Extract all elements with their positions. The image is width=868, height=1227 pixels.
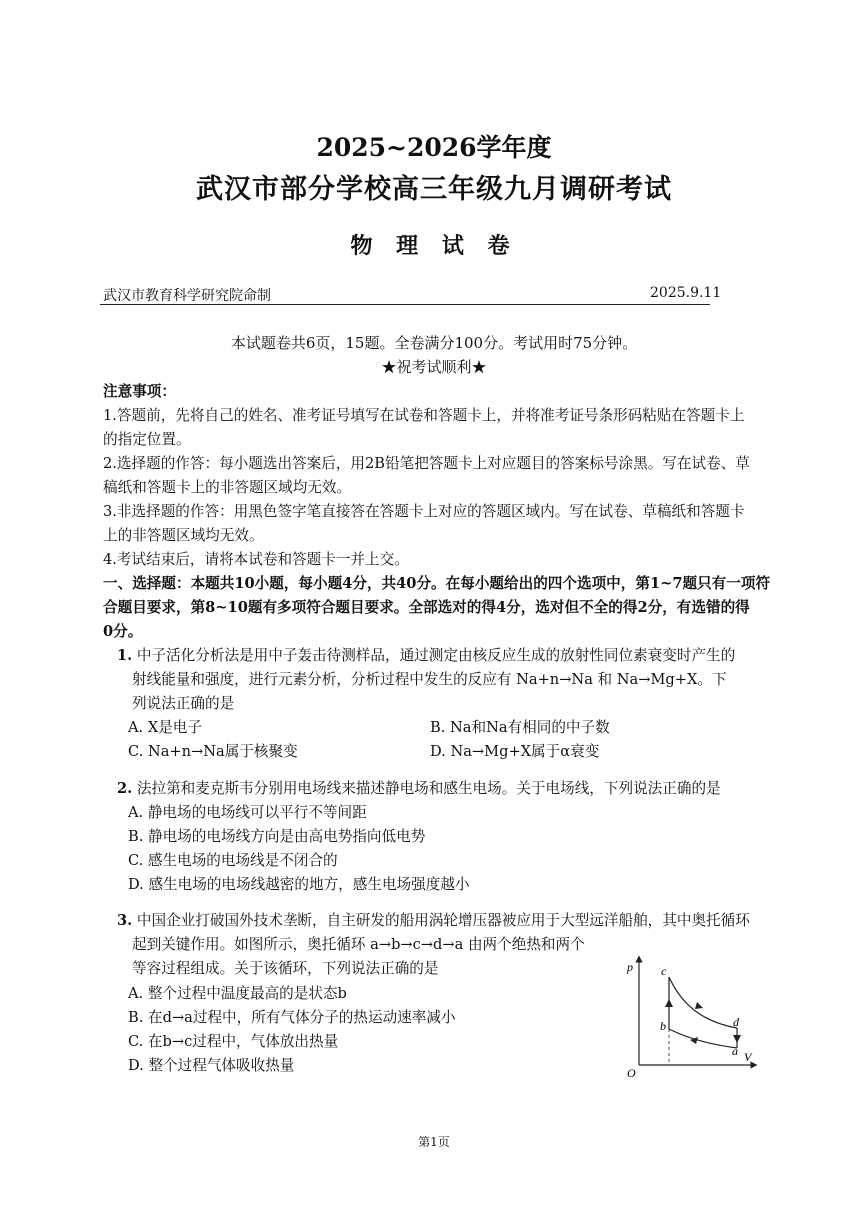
question-3-stem-line-2: 起到关键作用。如图所示，奥托循环 a→b→c→d→a 由两个绝热和两个 — [132, 936, 585, 953]
question-1-option-c: C. Na+n→Na属于核聚变 — [128, 743, 298, 760]
reaction-1: Na+n→Na — [516, 671, 593, 688]
exam-year: 2025~2026学年度 — [316, 133, 552, 162]
arrow-d-to-a — [733, 1035, 741, 1043]
question-1-number: 1. — [117, 647, 133, 664]
question-1-stem-line-1: 1. 中子活化分析法是用中子轰击待测样品，通过测定由核反应生成的放射性同位素衰变时产生的 — [117, 647, 736, 664]
question-3-stem-line-1: 3. 中国企业打破国外技术垄断，自主研发的船用涡轮增压器被应用于大型远洋船舶，其中奥托循环 — [117, 912, 750, 929]
section-1-line-1: 一、选择题：本题共10小题，每小题4分，共40分。在每小题给出的四个选项中，第1~7题只有一项符 — [103, 575, 771, 592]
question-1-option-a: A. X是电子 — [128, 719, 202, 736]
note-3-line-2: 上的非答题区域均无效。 — [103, 527, 264, 544]
otto-cycle-pv-diagram — [624, 955, 760, 1080]
issuer: 武汉市教育科学研究院命制 — [103, 288, 271, 304]
question-3-option-c: C. 在b→c过程中，气体放出热量 — [128, 1033, 339, 1050]
note-3-line-1: 3.非选择题的作答：用黑色签字笔直接答在答题卡上对应的答题区域内。写在试卷、草稿纸和答题卡 — [103, 503, 745, 520]
note-2-line-1: 2.选择题的作答：每小题选出答案后，用2B铅笔把答题卡上对应题目的答案标号涂黑。写在试卷、草 — [103, 455, 750, 472]
point-a-label: a — [732, 1044, 738, 1058]
point-d-label: d — [733, 1015, 739, 1029]
question-1-option-d: D. Na→Mg+X属于α衰变 — [430, 743, 600, 760]
arrow-b-to-c — [665, 999, 673, 1007]
exam-wish: ★祝考试顺利★ — [381, 358, 487, 376]
header-divider — [100, 304, 710, 305]
section-1-line-3: 0分。 — [103, 623, 143, 640]
v-axis-label: V — [744, 1050, 752, 1064]
p-axis-label: p — [627, 960, 633, 974]
note-1-line-2: 的指定位置。 — [103, 431, 191, 448]
exam-summary: 本试题卷共6页，15题。全卷满分100分。考试用时75分钟。 — [230, 334, 638, 352]
point-c-label: c — [661, 964, 667, 978]
question-3-option-d: D. 整个过程气体吸收热量 — [128, 1057, 295, 1074]
path-c-d — [669, 977, 737, 1028]
question-3-option-a: A. 整个过程中温度最高的是状态b — [128, 985, 347, 1002]
question-3-number: 3. — [117, 912, 133, 929]
question-3-option-b: B. 在d→a过程中，所有气体分子的热运动速率减小 — [128, 1009, 456, 1026]
section-1-line-2: 合题目要求，第8~10题有多项符合题目要求。全部选对的得4分，选对但不全的得2分，有选错的得 — [103, 599, 750, 616]
question-2-number: 2. — [117, 780, 133, 797]
question-1-stem-line-3: 列说法正确的是 — [132, 695, 235, 712]
question-2-option-d: D. 感生电场的电场线越密的地方，感生电场强度越小 — [128, 876, 470, 893]
subject-title: 物 理 试 卷 — [350, 233, 518, 259]
note-4: 4.考试结束后，请将本试卷和答题卡一并上交。 — [103, 551, 409, 568]
point-b-label: b — [660, 1019, 666, 1033]
question-2-option-c: C. 感生电场的电场线是不闭合的 — [128, 852, 338, 869]
question-2-stem: 2. 法拉第和麦克斯韦分别用电场线来描述静电场和感生电场。关于电场线，下列说法正确的是 — [117, 780, 721, 797]
notes-title: 注意事项： — [103, 383, 176, 400]
path-a-b — [669, 1029, 737, 1048]
note-1-line-1: 1.答题前，先将自己的姓名、准考证号填写在试卷和答题卡上，并将准考证号条形码粘贴在答题卡上 — [103, 407, 745, 424]
arrow-c-to-d — [695, 1002, 703, 1009]
exam-title: 武汉市部分学校高三年级九月调研考试 — [196, 174, 672, 205]
question-1-option-b: B. Na和Na有相同的中子数 — [430, 719, 610, 736]
question-3-stem-line-3: 等容过程组成。关于该循环，下列说法正确的是 — [132, 960, 439, 977]
question-2-option-b: B. 静电场的电场线方向是由高电势指向低电势 — [128, 828, 426, 845]
question-2-option-a: A. 静电场的电场线可以平行不等间距 — [128, 804, 367, 821]
reaction-2: Na→Mg+X。下 — [616, 671, 727, 688]
origin-label: O — [627, 1066, 636, 1080]
question-1-stem-line-2: 射线能量和强度，进行元素分析，分析过程中发生的反应有 Na+n→Na 和 Na→Mg+X。下 — [132, 671, 727, 688]
exam-date: 2025.9.11 — [650, 285, 722, 301]
page-number: 第1页 — [418, 1135, 450, 1149]
note-2-line-2: 稿纸和答题卡上的非答题区域均无效。 — [103, 479, 352, 496]
